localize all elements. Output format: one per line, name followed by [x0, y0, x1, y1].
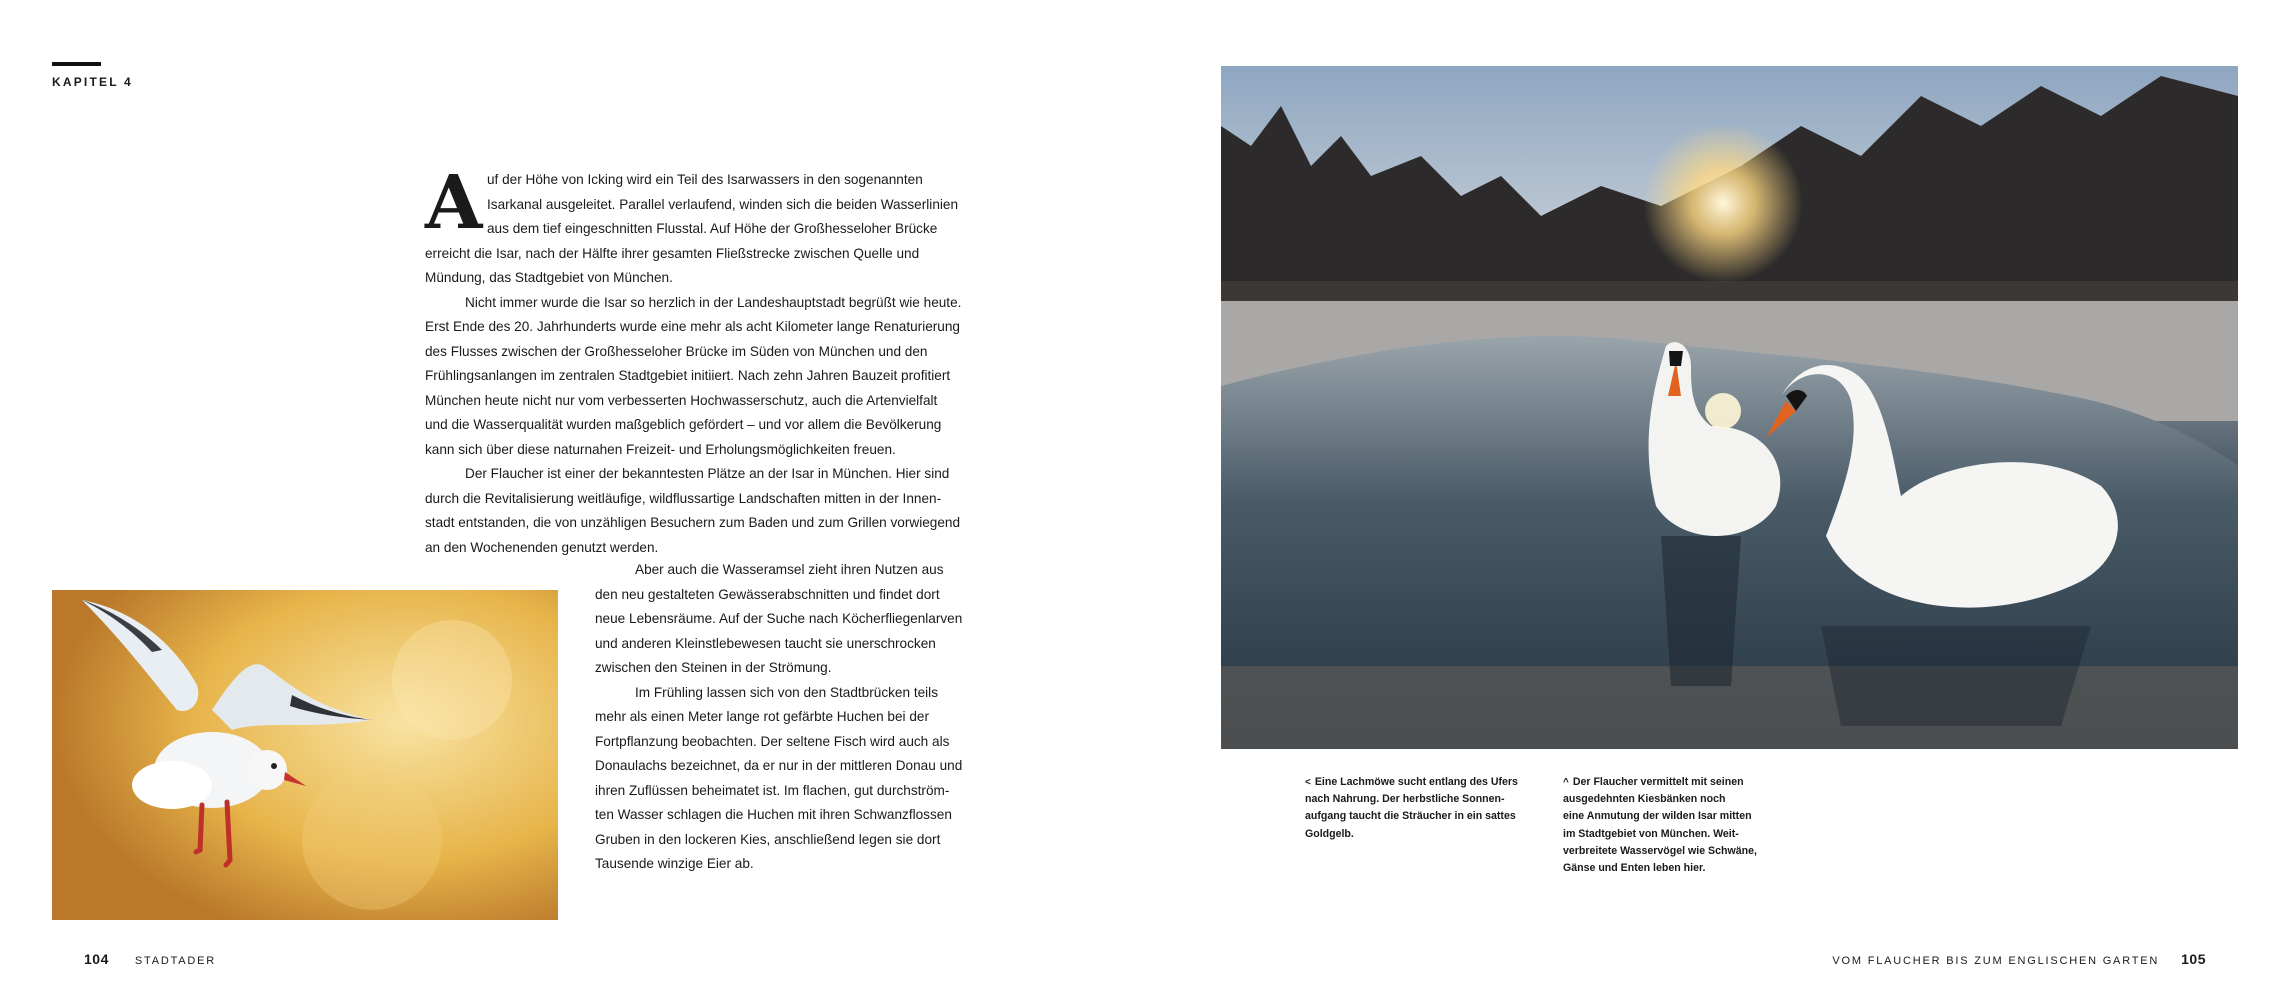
text-line: uf der Höhe von Icking wird ein Teil des Isarwassers in den sogenannten: [487, 172, 923, 187]
text-line: an den Wochenenden genutzt werden.: [425, 539, 659, 555]
folio-left: [84, 951, 216, 967]
page-number-left: 104: [84, 951, 109, 967]
caption-left: [1305, 774, 1518, 843]
caption-right-arrow-icon: ^: [1563, 777, 1569, 788]
dropcap: A: [425, 160, 483, 246]
text-line: den neu gestalteten Gewässerabschnitten und findet dort: [595, 586, 940, 602]
text-line: Nicht immer wurde die Isar so herzlich in der Landeshauptstadt begrüßt wie heute.: [465, 294, 962, 310]
text-line: Der Flaucher ist einer der bekanntesten Plätze an der Isar in München. Hier sind: [465, 466, 950, 481]
caption-line: ausgedehnten Kiesbänken noch: [1563, 793, 1726, 806]
caption-line: im Stadtgebiet von München. Weit-: [1563, 827, 1739, 840]
caption-line: eine Anmutung der wilden Isar mitten: [1563, 810, 1752, 823]
text-line: neue Lebensräume. Auf der Suche nach Köcherfliegenlarven: [595, 611, 963, 626]
text-line: ihren Zuflüssen beheimatet ist. Im flachen, gut durchström-: [595, 782, 950, 798]
text-line: München heute nicht nur vom verbesserten Hochwasserschutz, auch die Artenvielfalt: [425, 392, 938, 408]
text-line: Mündung, das Stadtgebiet von München.: [425, 270, 673, 285]
text-line: ten Wasser schlagen die Huchen mit ihren Schwanzflossen: [595, 807, 952, 822]
main-text-column: [595, 558, 995, 877]
text-line: durch die Revitalisierung weitläufige, wildflussartige Landschaften mitten in der Innen-: [425, 490, 942, 506]
text-line: erreicht die Isar, nach der Hälfte ihrer gesamten Fließstrecke zwischen Quelle und: [425, 245, 920, 261]
text-line: des Flusses zwischen der Großhesseloher Brücke im Süden von München und den: [425, 343, 928, 359]
main-text-top: [425, 160, 985, 560]
text-line: Donaulachs bezeichnet, da er nur in der mittleren Donau und: [595, 758, 963, 773]
text-line: Frühlingsanlangen im zentralen Stadtgebiet initiiert. Nach zehn Jahren Bauzeit profitiert: [425, 368, 951, 383]
text-line: Fortpflanzung beobachten. Der seltene Fisch wird auch als: [595, 733, 950, 749]
caption-line: verbreitete Wasservögel wie Schwäne,: [1563, 844, 1757, 857]
text-line: Gruben in den lockeren Kies, anschließend legen sie dort: [595, 831, 941, 847]
swan-illustration: [1221, 66, 2238, 749]
text-line: Isarkanal ausgeleitet. Parallel verlaufend, winden sich die beiden Wasserlinien: [487, 196, 959, 212]
text-line: Aber auch die Wasseramsel zieht ihren Nutzen aus: [635, 562, 944, 577]
text-line: und anderen Kleinstlebewesen taucht sie unerschrocken: [595, 635, 936, 651]
dropcap-paragraph: [425, 160, 985, 246]
text-line: und die Wasserqualität wurden maßgeblich gefördert – und vor allem die Bevölkerung: [425, 417, 942, 432]
chapter-label: KAPITEL 4: [52, 75, 133, 89]
caption-line: Eine Lachmöwe sucht entlang des Ufers: [1314, 776, 1518, 788]
text-line: Tausende winzige Eier ab.: [595, 856, 754, 871]
caption-line: Der Flaucher vermittelt mit seinen: [1572, 776, 1744, 788]
text-line: stadt entstanden, die von unzähligen Besuchern zum Baden und zum Grillen vorwiegend: [425, 515, 961, 530]
caption-left-arrow-icon: <: [1305, 777, 1311, 788]
text-line: Im Frühling lassen sich von den Stadtbrücken teils: [635, 684, 938, 700]
page-number-right: 105: [2181, 951, 2206, 967]
caption-line: aufgang taucht die Sträucher in ein sattes: [1305, 810, 1516, 823]
swan-photo: [1221, 66, 2238, 749]
running-title-right: VOM FLAUCHER BIS ZUM ENGLISCHEN GARTEN: [1832, 955, 2160, 967]
caption-right: [1563, 774, 1757, 877]
text-line: zwischen den Steinen in der Strömung.: [595, 660, 832, 675]
chapter-rule: [52, 62, 101, 66]
gull-photo: [52, 590, 558, 920]
running-title-left: STADTADER: [134, 955, 217, 967]
text-line: kann sich über diese naturnahen Freizeit- und Erholungsmöglichkeiten freuen.: [425, 441, 896, 457]
text-line: mehr als einen Meter lange rot gefärbte Huchen bei der: [595, 709, 929, 724]
caption-line: Gänse und Enten leben hier.: [1563, 862, 1706, 875]
caption-line: Goldgelb.: [1305, 827, 1354, 840]
text-line: aus dem tief eingeschnitten Flusstal. Auf Höhe der Großhesseloher Brücke: [487, 221, 938, 236]
gull-illustration: [52, 590, 558, 920]
text-line: Erst Ende des 20. Jahrhunderts wurde eine mehr als acht Kilometer lange Renaturierung: [425, 319, 960, 334]
caption-line: nach Nahrung. Der herbstliche Sonnen-: [1305, 793, 1505, 806]
folio-right: [1832, 951, 2206, 967]
